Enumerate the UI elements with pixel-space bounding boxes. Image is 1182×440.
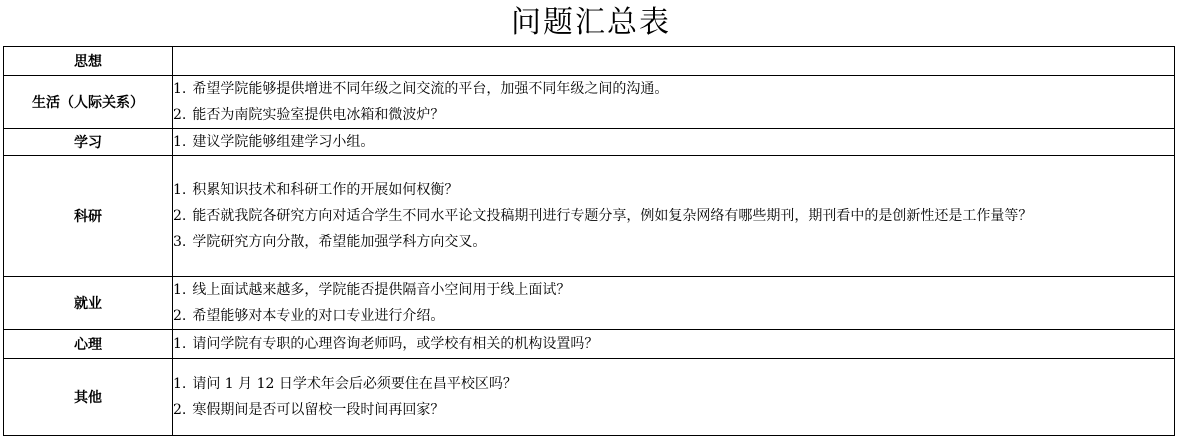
table-row (4, 47, 1175, 76)
list-item (173, 102, 1174, 128)
table-row (4, 76, 1175, 129)
list-item (173, 203, 1174, 229)
item-text: 希望学院能够提供增进不同年级之间交流的平台，加强不同年级之间的沟通。 (192, 81, 669, 97)
items-cell (173, 76, 1175, 129)
category-cell: 心理 (4, 330, 173, 359)
item-number: 1. (173, 182, 187, 198)
item-number: 1. (173, 81, 187, 97)
table-row (4, 359, 1175, 436)
item-number: 1. (173, 282, 187, 298)
list-item (173, 397, 1174, 423)
list-item (173, 177, 1174, 203)
table-row (4, 129, 1175, 156)
item-text: 积累知识技术和科研工作的开展如何权衡？ (192, 182, 459, 198)
items-cell (173, 359, 1175, 436)
item-text: 能否就我院各研究方向对适合学生不同水平论文投稿期刊进行专题分享，例如复杂网络有哪些期刊，期刊看中的是创新性还是工作量等？ (192, 208, 1033, 224)
item-text: 线上面试越来越多，学院能否提供隔音小空间用于线上面试？ (192, 282, 571, 298)
item-text: 请问学院有专职的心理咨询老师吗，或学校有相关的机构设置吗？ (192, 336, 599, 352)
page-title: 问题汇总表 (511, 5, 671, 40)
item-text: 寒假期间是否可以留校一段时间再回家？ (192, 402, 445, 418)
list-item (173, 229, 1174, 255)
table-row (4, 277, 1175, 330)
item-text: 学院研究方向分散，希望能加强学科方向交叉。 (192, 234, 487, 250)
item-number: 2. (173, 107, 187, 123)
list-item (173, 331, 1174, 357)
list-item (173, 129, 1174, 155)
category-cell: 生活（人际关系） (4, 76, 173, 129)
items-cell (173, 277, 1175, 330)
item-number: 2. (173, 208, 187, 224)
list-item (173, 76, 1174, 102)
items-cell (173, 47, 1175, 76)
item-text: 能否为南院实验室提供电冰箱和微波炉？ (192, 107, 445, 123)
item-text: 建议学院能够组建学习小组。 (192, 134, 375, 150)
category-cell: 思想 (4, 47, 173, 76)
category-cell: 科研 (4, 156, 173, 277)
item-number: 2. (173, 308, 187, 324)
items-cell (173, 129, 1175, 156)
table-row (4, 156, 1175, 277)
items-cell (173, 156, 1175, 277)
item-text: 请问 1 月 12 日学术年会后必须要住在昌平校区吗？ (192, 376, 517, 392)
item-text: 希望能够对本专业的对口专业进行介绍。 (192, 308, 445, 324)
list-item (173, 371, 1174, 397)
items-cell (173, 330, 1175, 359)
category-cell: 学习 (4, 129, 173, 156)
category-cell: 其他 (4, 359, 173, 436)
table-row (4, 330, 1175, 359)
item-number: 3. (173, 234, 187, 250)
item-number: 1. (173, 376, 187, 392)
list-item (173, 277, 1174, 303)
item-number: 1. (173, 336, 187, 352)
item-number: 1. (173, 134, 187, 150)
category-cell: 就业 (4, 277, 173, 330)
list-item (173, 303, 1174, 329)
item-number: 2. (173, 402, 187, 418)
summary-table (3, 46, 1175, 436)
